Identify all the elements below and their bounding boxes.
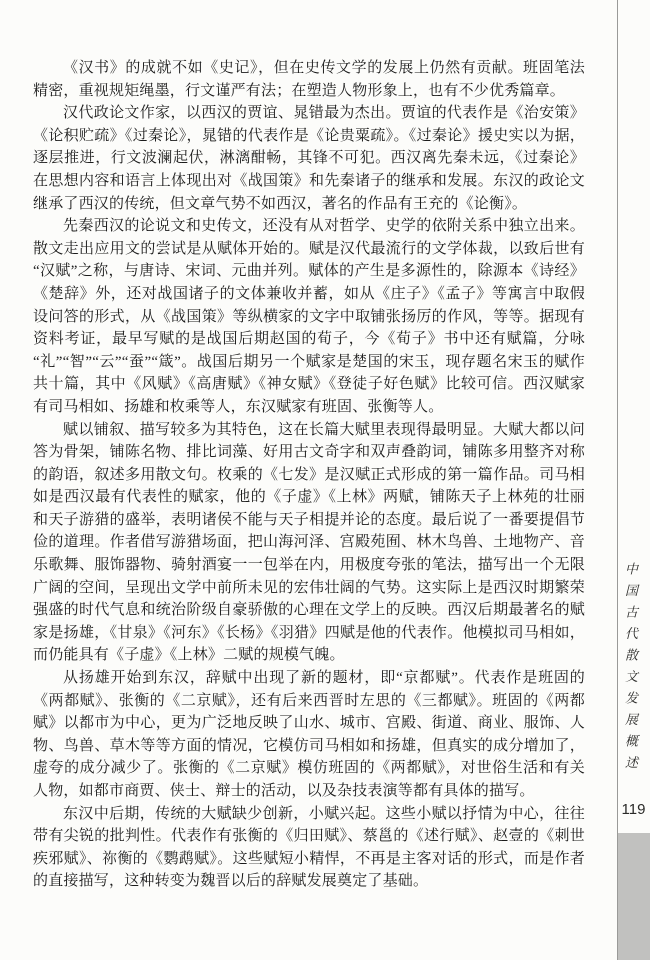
paragraph: 东汉中后期，传统的大赋缺少创新，小赋兴起。这些小赋以抒情为中心，往往带有尖锐的批判性。代表作有张衡的《归田赋》、蔡邕的《述行赋》、赵壹的《刺世疾邪赋》、祢衡的《鹦鹉赋》。这些赋短小精悍，不再是主客对话的形式，而是作者的直接描写，这种转变为魏晋以后的辞赋发展奠定了基础。 xyxy=(33,805,585,890)
page-edge-tab xyxy=(618,833,650,960)
body-text xyxy=(33,57,585,893)
paragraph: 汉代政论文作家，以西汉的贾谊、晁错最为杰出。贾谊的代表作是《治安策》《论积贮疏》《过秦论》，晁错的代表作是《论贵粟疏》。《过秦论》援史实以为据，逐层推进，行文波澜起伏，淋漓酣畅，其锋不可犯。西汉离先秦未远，《过秦论》在思想内容和语言上体现出对《战国策》和先秦诸子的继承和发展。东汉的政论文继承了西汉的传统，但文章气势不如西汉，著名的作品有王充的《论衡》。 xyxy=(33,105,585,212)
page-number: 119 xyxy=(621,801,646,818)
paragraph: 先秦西汉的论说文和史传文，还没有从对哲学、史学的依附关系中独立出来。散文走出应用文的尝试是从赋体开始的。赋是汉代最流行的文学体裁，以致后世有“汉赋”之称，与唐诗、宋词、元曲并列。赋体的产生是多源性的，除源本《诗经》《楚辞》外，还对战国诸子的文体兼收并蓄，如从《庄子》《孟子》等寓言中取假设问答的形式，从《战国策》等纵横家的文字中取铺张扬厉的作风，等等。据现有资料考证，最早写赋的是战国后期赵国的荀子，今《荀子》书中还有赋篇，分咏“礼”“智”“云”“蚕”“箴”。战国后期另一个赋家是楚国的宋玉，现存题名宋玉的赋作共十篇，其中《风赋》《高唐赋》《神女赋》《登徒子好色赋》比较可信。西汉赋家有司马相如、扬雄和枚乘等人，东汉赋家有班固、张衡等人。 xyxy=(33,218,585,415)
paragraph: 从扬雄开始到东汉，辞赋中出现了新的题材，即“京都赋”。代表作是班固的《两都赋》、张衡的《二京赋》，还有后来西晋时左思的《三都赋》。班固的《两都赋》以都市为中心，更为广泛地反映了山水、城市、宫殿、街道、商业、服饰、人物、鸟兽、草木等等方面的情况，它模仿司马相如和扬雄，但真实的成分增加了，虚夸的成分减少了。张衡的《二京赋》模仿班固的《两都赋》，对世俗生活和有关人物，如都市商贾、侠士、辩士的活动，以及杂技表演等都有具体的描写。 xyxy=(33,670,585,799)
paragraph: 《汉书》的成就不如《史记》，但在史传文学的发展上仍然有贡献。班固笔法精密，重视规矩绳墨，行文谨严有法；在塑造人物形象上，也有不少优秀篇章。 xyxy=(33,60,585,99)
paragraph: 赋以铺叙、描写较多为其特色，这在长篇大赋里表现得最明显。大赋大都以问答为骨架，铺陈名物、排比词藻、好用古文奇字和双声叠韵词，铺陈多用整齐对称的韵语，叙述多用散文句。枚乘的《七发》是汉赋正式形成的第一篇作品。司马相如是西汉最有代表性的赋家，他的《子虚》《上林》两赋，铺陈天子上林苑的壮丽和天子游猎的盛举，表明诸侯不能与天子相提并论的态度。最后说了一番要提倡节俭的道理。作者借写游猎场面，把山海河泽、宫殿苑囿、林木鸟兽、土地物产、音乐歌舞、服饰器物、骑射酒宴一一包举在内，用极度夸张的笔法，描写出一个无限广阔的空间，呈现出文学中前所未见的宏伟壮阔的气势。这实际上是西汉时期繁荣强盛的时代气息和统治阶级自豪骄傲的心理在文学上的反映。西汉后期最著名的赋家是扬雄，《甘泉》《河东》《长杨》《羽猎》四赋是他的代表作。他模拟司马相如，而仍能具有《子虚》《上林》二赋的规模气魄。 xyxy=(33,421,585,664)
chapter-title-vertical: 中国古代散文发展概述 xyxy=(623,562,638,777)
